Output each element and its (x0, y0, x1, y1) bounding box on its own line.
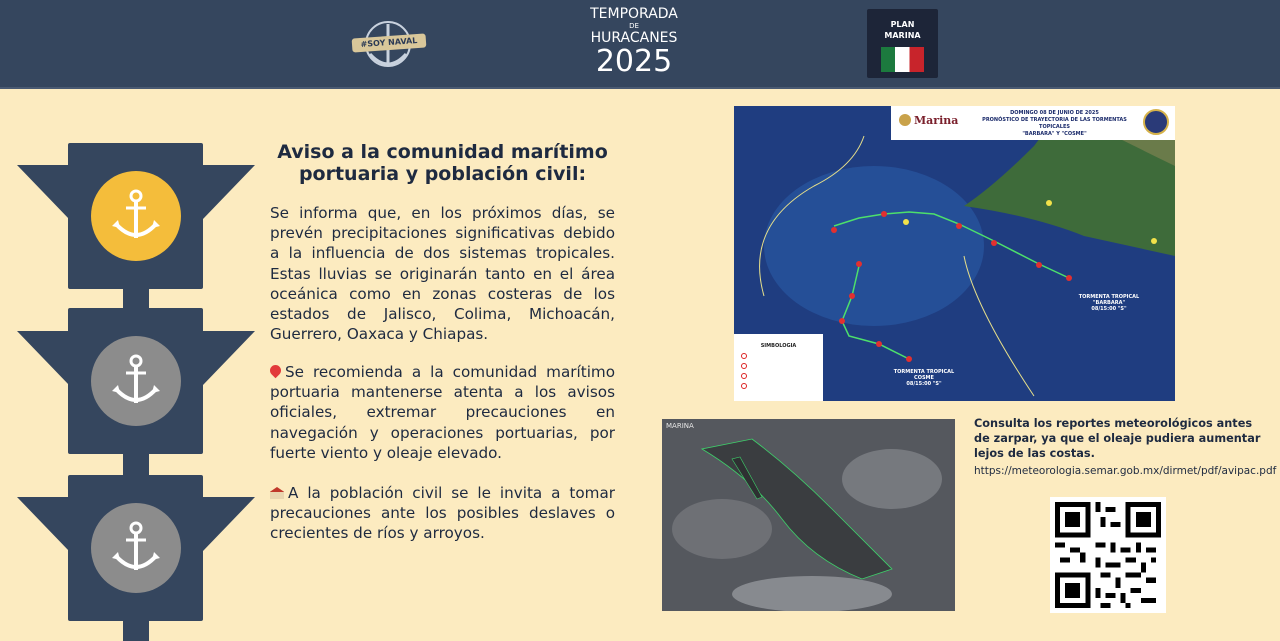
satellite-tag: MARINA (666, 422, 694, 430)
storm-barbara-line-2: "BARBARA" (1092, 300, 1126, 306)
smn-seal-icon (1143, 109, 1169, 135)
map-title-line-2: "BARBARA" Y "COSME" (1022, 131, 1087, 137)
storm-cosme-label (879, 369, 969, 387)
traffic-light-pole-2 (123, 454, 149, 476)
storm-trajectory-map (734, 106, 1175, 401)
legend-row (734, 363, 823, 369)
traffic-light-pole-1 (123, 289, 149, 309)
soy-naval-logo (346, 16, 430, 72)
marina-seal-icon (899, 114, 911, 126)
anchor-icon (106, 351, 166, 411)
anchor-lamp-off (91, 336, 181, 426)
storm-barbara-line-3: 08/15:00 "S" (1091, 306, 1127, 312)
qr-code-icon (1055, 502, 1161, 608)
marina-brand (899, 114, 958, 127)
season-line-2: DE (629, 22, 639, 30)
notice-paragraph-3: A la población civil se le invita a tomar precauciones ante los posibles deslaves o crecientes de ríos y arroyos. (270, 484, 615, 543)
legend-title: SIMBOLOGIA (760, 343, 797, 349)
storm-cosme-line-1: TORMENTA TROPICAL (893, 369, 955, 375)
light-wing-left (17, 165, 69, 219)
storm-barbara-label (1064, 294, 1154, 312)
notice-paragraph-1: Se informa que, en los próximos días, se prevén precipitaciones significativas debido a la influencia de dos sistemas tropicales. Estas lluvias se originarán tanto en el área oceánica como en zonas costeras de los estados de Jalisco, Colima, Michoacán, Guerrero, Oaxaca y Chiapas. (270, 204, 615, 344)
anchor-lamp-on (91, 171, 181, 261)
season-line-1: TEMPORADA (590, 6, 678, 22)
consult-reports-text: Consulta los reportes meteorológicos antes de zarpar, ya que el oleaje pudiera aumentar lejos de las costas. (974, 417, 1261, 460)
mexico-flag-icon (881, 47, 924, 72)
legend-row (734, 373, 823, 379)
notice-title: Aviso a la comunidad marítimo portuaria y población civil: (277, 141, 608, 185)
notice-paragraph-2: Se recomienda a la comunidad marítimo portuaria mantenerse atenta a los avisos oficiales, extremar precauciones en navegación y operaciones portuarias, por fuerte viento y oleaje elevado. (270, 363, 615, 462)
anchor-lamp-off (91, 503, 181, 593)
map-title (967, 110, 1142, 138)
season-year: 2025 (595, 44, 673, 79)
hurricane-season-title (585, 6, 683, 78)
pushpin-icon (268, 363, 284, 379)
anchor-icon (106, 518, 166, 578)
storm-cosme-line-3: 08/15:00 "S" (906, 381, 942, 387)
plan-marina-logo (867, 9, 938, 78)
legend-row (734, 383, 823, 389)
legend-row (734, 353, 823, 359)
traffic-light-pole-3 (123, 620, 149, 641)
storm-symbol-icon (741, 353, 747, 359)
qr-code[interactable] (1050, 497, 1166, 613)
storm-cosme-line-2: COSME (914, 375, 934, 381)
soy-naval-label: #SOY NAVAL (352, 33, 427, 52)
satellite-graphic (662, 419, 955, 611)
house-icon (270, 487, 284, 499)
marina-brand-text: Marina (914, 114, 959, 127)
plan-label: PLAN (890, 20, 915, 29)
map-title-line-1: PRONÓSTICO DE TRAYECTORIA DE LAS TORMENTAS TOPICALES (982, 117, 1127, 130)
map-legend (734, 334, 823, 401)
anchor-icon (106, 186, 166, 246)
season-line-3: HURACANES (590, 30, 678, 46)
light-wing-left (17, 497, 69, 551)
map-date: DOMINGO 08 DE JUNIO DE 2025 (1010, 110, 1099, 116)
storm-symbol-icon (741, 373, 747, 379)
storm-symbol-icon (741, 363, 747, 369)
marina-label: MARINA (884, 31, 921, 40)
light-wing-right (203, 331, 255, 385)
storm-barbara-line-1: TORMENTA TROPICAL (1078, 294, 1140, 300)
map-header-panel (891, 106, 1175, 140)
light-wing-right (203, 497, 255, 551)
light-wing-right (203, 165, 255, 219)
report-url-link[interactable]: https://meteorologia.semar.gob.mx/dirmet/pdf/avipac.pdf (974, 465, 1277, 477)
notice-paragraph-2-wrap (270, 362, 615, 463)
satellite-image (662, 419, 955, 611)
notice-paragraph-3-wrap (270, 483, 615, 544)
storm-symbol-icon (741, 383, 747, 389)
header-bar (0, 0, 1280, 89)
light-wing-left (17, 331, 69, 385)
